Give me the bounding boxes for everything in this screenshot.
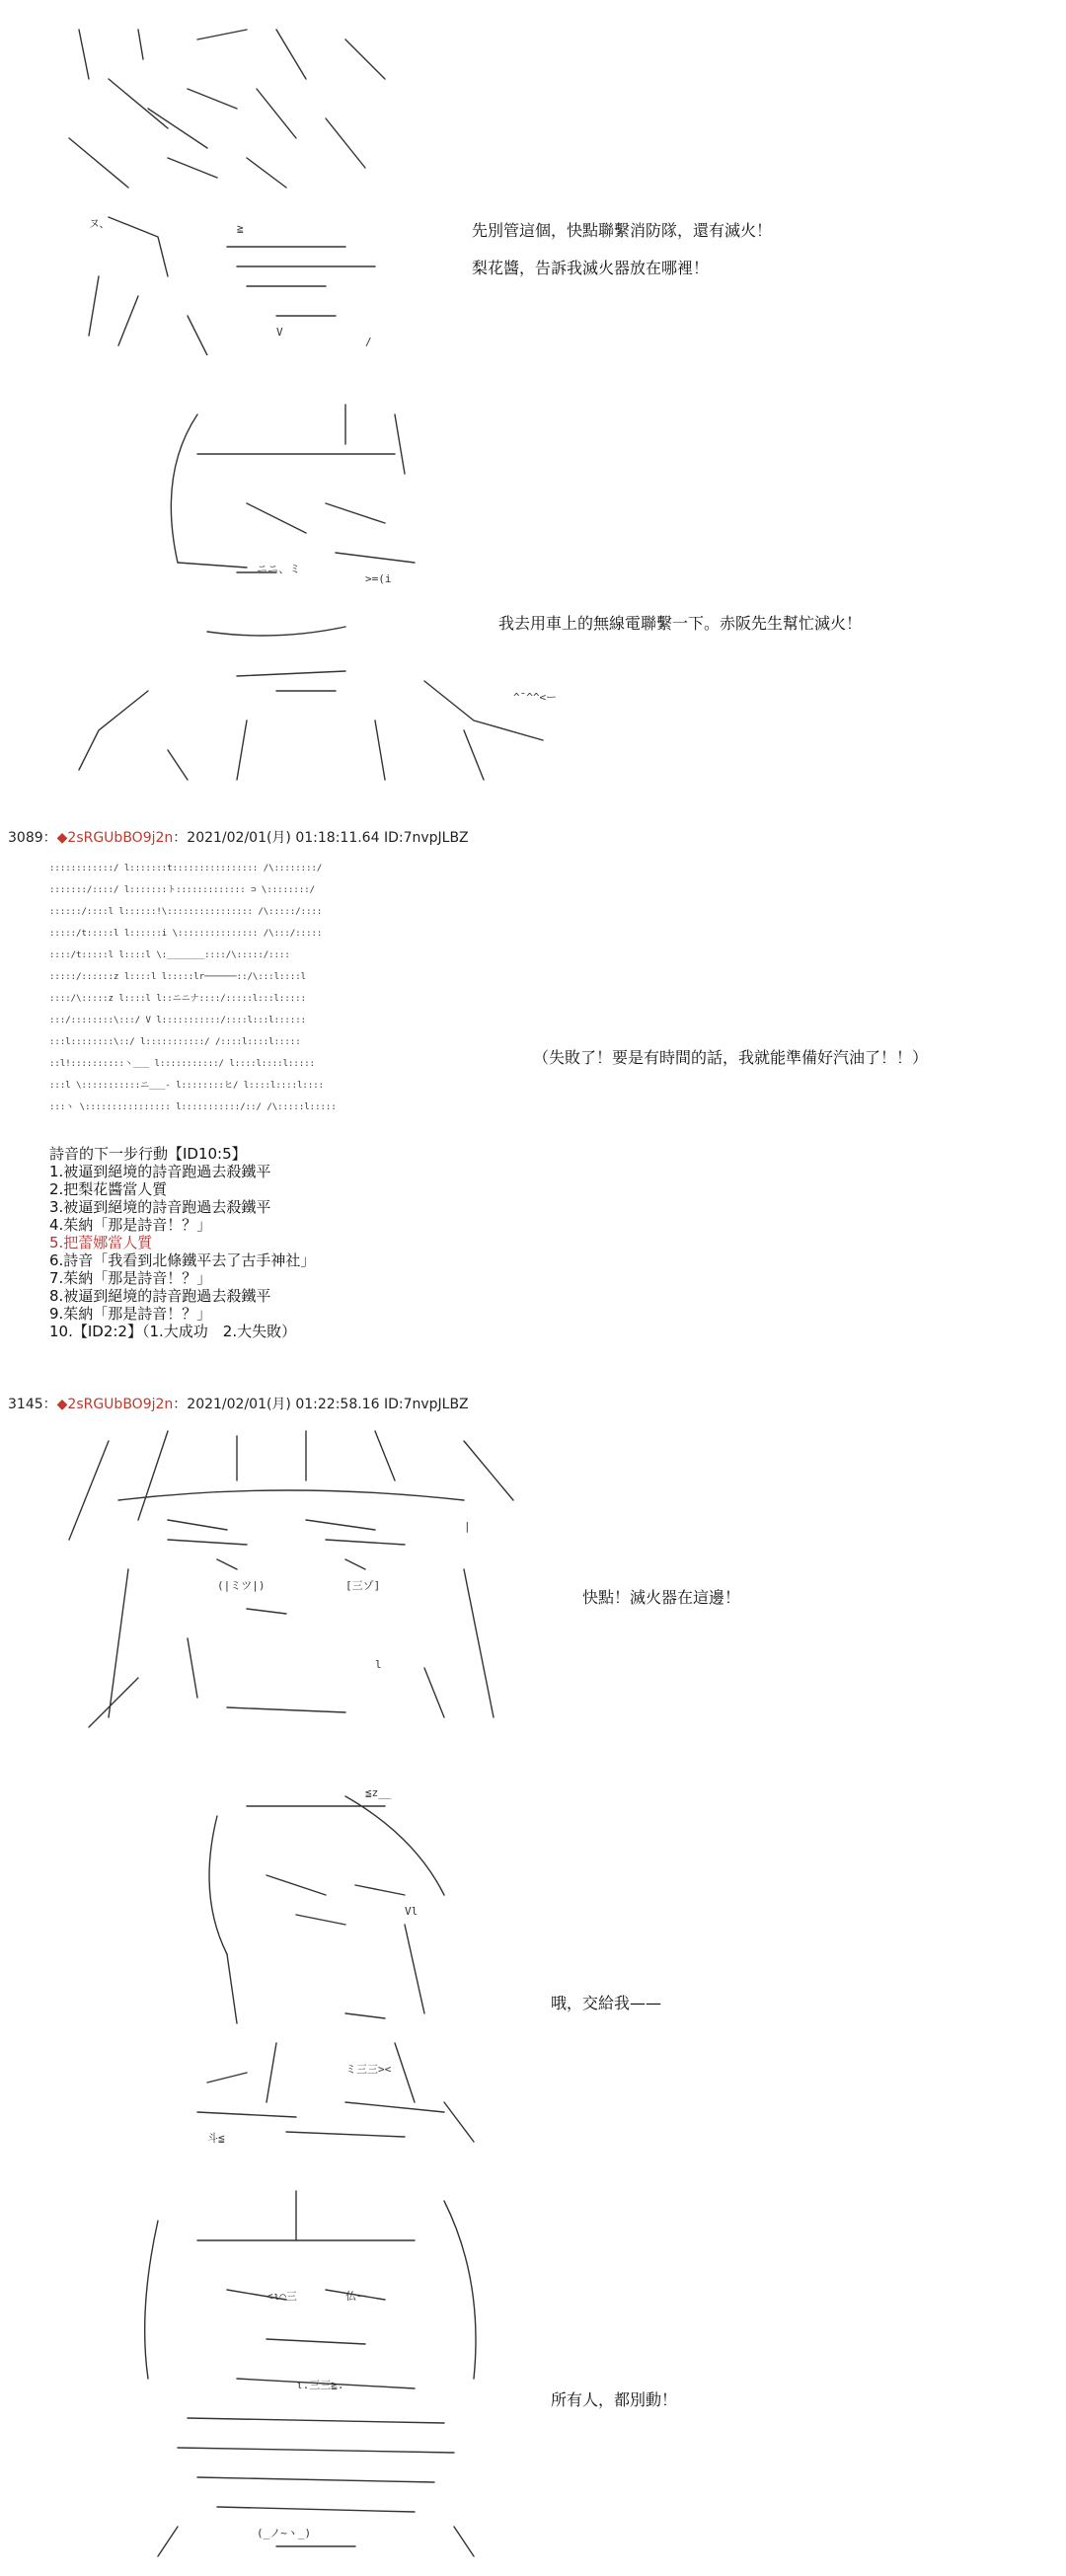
trip-code[interactable]: ◆2sRGUbBO9j2n: [56, 830, 174, 846]
svg-text:<ι⌒三: <ι⌒三: [266, 2290, 297, 2303]
vote-option: 1.被逼到絕境的詩音跑過去殺鐵平: [49, 1163, 271, 1180]
post-header-3145: [8, 1394, 469, 1413]
dialog-panel-6: [551, 2388, 677, 2412]
svg-text:::l!::::::::::ヽ___ l:::::: ::l!::::::::::ヽ___ l:::::::::::/ l::::l::::l:::::: [49, 1059, 316, 1069]
dialog-panel-2: [498, 612, 862, 636]
ascii-art-panel-4: [49, 1421, 543, 1737]
svg-text:(|ミツ|): (|ミツ|): [217, 1579, 266, 1592]
dialog-panel-4: [582, 1586, 740, 1610]
svg-text:>=(i: >=(i: [365, 572, 392, 585]
svg-text::::::::/::::/ l:::::::ト::::: :::::::/::::/ l:::::::ト::::::::::::: ⊃ \::::::::/: [49, 885, 316, 895]
vote-title: 詩音的下一步行動【ID10:5】: [49, 1145, 247, 1163]
svg-text::::::/::::::z l::::l l:::::l: :::::/::::::z l::::l l:::::lr──────::/\:::l::::l: [49, 972, 307, 982]
vote-option: 8.被逼到絕境的詩音跑過去殺鐵平: [49, 1287, 271, 1305]
svg-text:ヌ、: ヌ、: [89, 217, 111, 230]
svg-text:[三ゾ]: [三ゾ]: [345, 1579, 381, 1592]
svg-text:|: |: [464, 1520, 471, 1533]
separator: ：: [42, 830, 57, 846]
svg-text:l: l: [375, 1658, 382, 1671]
separator: ：: [42, 1397, 57, 1412]
ascii-art-panel-2: [49, 395, 602, 790]
dialog-line: （失敗了！要是有時間的話，我就能準備好汽油了！！）: [533, 1048, 929, 1067]
ascii-art-panel-3: [49, 859, 503, 1135]
ascii-art-panel-6: [118, 2181, 513, 2566]
post-number: 3145: [8, 1397, 43, 1412]
vote-option: 4.茱納「那是詩音！？」: [49, 1216, 212, 1234]
dialog-panel-5: [551, 1992, 661, 2015]
vote-option: 10.【ID2:2】（1.大成功 2.大失敗）: [49, 1323, 297, 1340]
svg-text:仏ー: 仏ー: [345, 2290, 367, 2303]
dialog-line: 先別管這個，快點聯繫消防隊，還有滅火！: [472, 221, 773, 240]
dialog-panel-1: [472, 219, 772, 280]
svg-text::::::/t:::::l l::::::i \::: :::::/t:::::l l::::::i \::::::::::::::: /\:::/:::::: [49, 929, 323, 939]
svg-text:ミ三三><: ミ三三><: [345, 2063, 392, 2076]
svg-text:ニニ、ミ: ニニ、ミ: [257, 563, 301, 575]
svg-text::::ヽ \:::::::::::::::: l::: :::ヽ \:::::::::::::::: l:::::::::::/::/ /\:::::l:::::: [49, 1102, 337, 1112]
dialog-line: 我去用車上的無線電聯繫一下。赤阪先生幫忙滅火！: [498, 614, 863, 633]
post-meta: ：2021/02/01(月) 01:22:58.16 ID:7nvpJLBZ: [173, 1397, 469, 1412]
svg-text::::l \:::::::::::ニ___- l:::: :::l \:::::::::::ニ___- l::::::::ヒ/ l::::l::::l::::: [49, 1081, 325, 1091]
svg-text:::::::::::::/ l:::::::t::::: ::::::::::::/ l:::::::t:::::::::::::::: /\::::::::/: [49, 864, 323, 873]
ascii-art-panel-1: [49, 20, 405, 355]
dialog-line: 梨花醬，告訴我滅火器放在哪裡！: [472, 259, 710, 277]
dialog-panel-3: [533, 1046, 928, 1070]
svg-text:ι.三三≧.: ι.三三≧.: [296, 2379, 344, 2391]
post-number: 3089: [8, 830, 43, 846]
vote-option: 7.茱納「那是詩音！？」: [49, 1269, 212, 1287]
svg-text:≧: ≧: [237, 222, 244, 235]
svg-text::::l::::::::\::/ l::::::: :::l::::::::\::/ l:::::::::::/ /::::l::::l:::::: [49, 1037, 301, 1047]
svg-text:Vl: Vl: [405, 1905, 419, 1918]
vote-option: 9.茱納「那是詩音！？」: [49, 1305, 212, 1323]
svg-text:斗≦: 斗≦: [207, 2132, 225, 2145]
dialog-line: 所有人，都別動！: [551, 2390, 678, 2409]
post-header-3089: [8, 827, 469, 847]
svg-text:≦z__: ≦z__: [365, 1786, 392, 1799]
trip-code[interactable]: ◆2sRGUbBO9j2n: [56, 1397, 174, 1412]
svg-text:(_ノ~ヽ_): (_ノ~ヽ_): [257, 2527, 312, 2539]
vote-option: 6.詩音「我看到北條鐵平去了古手神社」: [49, 1251, 316, 1269]
vote-list: [49, 1145, 315, 1340]
dialog-line: 哦，交給我——: [551, 1994, 662, 2012]
vote-option-highlighted: 5.把蕾娜當人質: [49, 1234, 153, 1251]
svg-text:/: /: [365, 336, 372, 348]
svg-text::::/::::::::\:::/ V l:::::: :::/::::::::\:::/ V l:::::::::::/::::l:::l::::::: [49, 1016, 307, 1025]
post-meta: ：2021/02/01(月) 01:18:11.64 ID:7nvpJLBZ: [173, 830, 469, 846]
svg-text:::::::/::::l l::::::!\::::: ::::::/::::l l::::::!\:::::::::::::::: /\:::::/::::: [49, 907, 323, 917]
svg-text:::::/\:::::z l::::l l::ニニナ:: ::::/\:::::z l::::l l::ニニナ::::/:::::l:::l:::::: [49, 994, 306, 1004]
vote-option: 2.把梨花醬當人質: [49, 1180, 168, 1198]
svg-text:^ˉ^^<ー: ^ˉ^^<ー: [513, 691, 558, 704]
vote-option: 3.被逼到絕境的詩音跑過去殺鐵平: [49, 1198, 271, 1216]
svg-text:V: V: [276, 326, 283, 339]
ascii-art-panel-5: [148, 1777, 503, 2152]
dialog-line: 快點！滅火器在這邊！: [582, 1588, 741, 1607]
svg-text:::::/t:::::l l::::l \:_: ::::/t:::::l l::::l \:_______::::/\:::::/::::: [49, 950, 290, 960]
